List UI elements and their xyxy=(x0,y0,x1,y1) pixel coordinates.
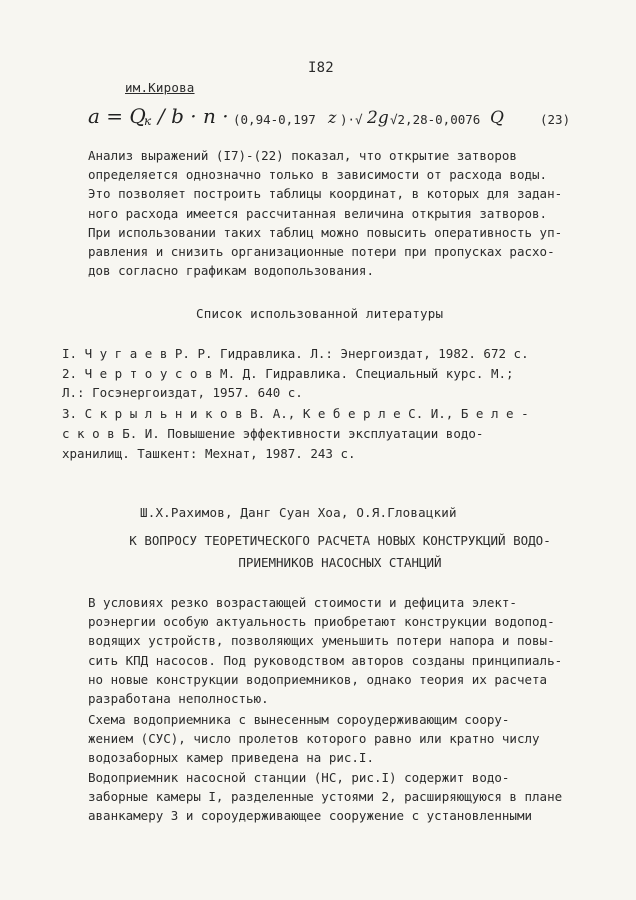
article-title xyxy=(100,530,580,574)
reference-line: I. Ч у г а е в Р. Р. Гидравлика. Л.: Энергоиздат, 1982. 672 с. xyxy=(62,346,529,361)
page-number: I82 xyxy=(308,60,334,76)
formula-handwritten-left: a = Q xyxy=(88,104,146,128)
formula-subscript: к xyxy=(144,114,152,128)
text-line: водозаборных камер приведена на рис.I. xyxy=(88,750,374,766)
formula-typed-1: (0,94-0,197 xyxy=(233,112,316,127)
text-line: равления и снизить организационные потери при пропусках расхо- xyxy=(88,244,555,260)
reference-line: с к о в Б. И. Повышение эффективности эксплуатации водо- xyxy=(62,426,484,441)
formula-handwritten-mid: / b · n · xyxy=(158,104,229,128)
formula-typed-2: )·√ xyxy=(340,112,363,127)
text-line: дов согласно графикам водопользования. xyxy=(88,263,374,279)
text-line: но новые конструкции водоприемников, однако теория их расчета xyxy=(88,671,548,687)
reference-line: хранилищ. Ташкент: Мехнат, 1987. 243 с. xyxy=(62,446,356,461)
text-line: заборные камеры I, разделенные устоями 2, расширяющуюся в плане xyxy=(88,789,563,805)
text-line: Это позволяет построить таблицы координат, в которых для задан- xyxy=(88,186,563,202)
references-title: Список использованной литературы xyxy=(196,306,444,321)
text-line: При использовании таких таблиц можно повысить оперативность уп- xyxy=(88,224,563,240)
text-line: Анализ выражений (I7)-(22) показал, что открытие затворов xyxy=(88,148,517,163)
formula-typed-3: √2,28-0,0076 xyxy=(390,112,481,127)
text-line: водящих устройств, позволяющих уменьшить потери напора и повы- xyxy=(88,633,555,649)
text-line: Схема водоприемника с вынесенным сороудерживающим соору- xyxy=(88,712,510,727)
text-line: аванкамеру 3 и сороудерживающее сооружение с установленными xyxy=(88,808,533,824)
body-paragraph-1 xyxy=(88,593,588,708)
body-paragraph-2 xyxy=(88,710,588,768)
formula-handwritten-q: Q xyxy=(490,108,504,128)
text-line: жением (СУС), число пролетов которого равно или кратно числу xyxy=(88,731,540,747)
text-line: разработана неполностью. xyxy=(88,691,269,707)
text-line: определяется однозначно только в зависимости от расхода воды. xyxy=(88,167,548,183)
body-paragraph-3 xyxy=(88,768,588,826)
article-title-line: ПРИЕМНИКОВ НАСОСНЫХ СТАНЦИЙ xyxy=(238,555,442,570)
analysis-paragraph xyxy=(88,146,588,280)
text-line: роэнергии особую актуальность приобретают конструкции водопод- xyxy=(88,614,555,630)
text-line: Водоприемник насосной станции (НС, рис.I) содержит водо- xyxy=(88,770,510,785)
formula-handwritten-2g: 2g xyxy=(367,108,389,128)
formula-handwritten-z: z xyxy=(328,108,337,127)
article-authors: Ш.Х.Рахимов, Данг Суан Хоа, О.Я.Гловацкий xyxy=(140,505,457,520)
equation-number: (23) xyxy=(540,112,571,127)
reference-line: 2. Ч е р т о у с о в М. Д. Гидравлика. Специальный курс. М.; xyxy=(62,366,514,381)
text-line: В условиях резко возрастающей стоимости и дефицита элект- xyxy=(88,595,517,610)
formula-23 xyxy=(88,104,588,136)
reference-line: 3. С к р ы л ь н и к о в В. А., К е б е р л е С. И., Б е л е - xyxy=(62,406,529,421)
institution-name: им.Кирова xyxy=(125,80,195,95)
text-line: сить КПД насосов. Под руководством авторов созданы принципиаль- xyxy=(88,652,563,668)
reference-line: Л.: Госэнергоиздат, 1957. 640 с. xyxy=(62,385,303,400)
text-line: ного расхода имеется рассчитанная величина открытия затворов. xyxy=(88,205,548,221)
article-title-line: К ВОПРОСУ ТЕОРЕТИЧЕСКОГО РАСЧЕТА НОВЫХ КОНСТРУКЦИЙ ВОДО- xyxy=(129,533,551,548)
